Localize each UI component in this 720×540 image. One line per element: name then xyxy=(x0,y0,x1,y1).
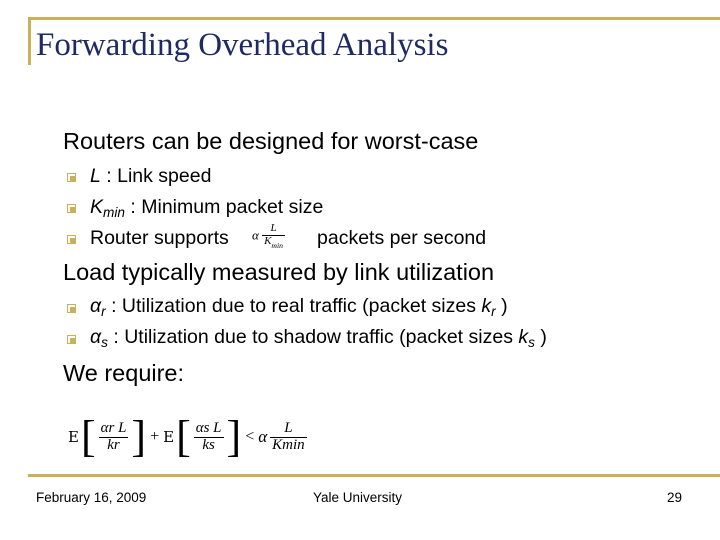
fraction-capacity xyxy=(270,421,307,454)
plus-operator: + xyxy=(150,428,160,445)
expectation-symbol: E xyxy=(163,428,175,446)
fraction-real xyxy=(99,421,129,454)
var-k: k xyxy=(481,295,492,317)
fraction-shadow xyxy=(194,421,224,454)
fraction-numerator: αs L xyxy=(195,419,222,436)
bullet-square-icon xyxy=(67,173,76,182)
footer-date: February 16, 2009 xyxy=(36,490,147,505)
top-rule xyxy=(28,17,720,20)
bullet-square-icon xyxy=(67,335,76,344)
footer-org: Yale University xyxy=(313,490,403,505)
right-bracket: ] xyxy=(226,412,242,461)
alpha-symbol: α xyxy=(258,427,268,446)
heading-worst-case: Routers can be designed for worst-case xyxy=(63,128,479,154)
var-alpha: α xyxy=(90,295,102,317)
bullet-close: ) xyxy=(534,326,547,348)
var-alpha-sub: s xyxy=(101,335,108,350)
bullet-close: ) xyxy=(495,295,508,317)
bullet-router-supports-tail: packets per second xyxy=(317,227,487,249)
den-sub: min xyxy=(271,240,283,250)
bottom-rule xyxy=(28,474,720,477)
bullet-shadow-traffic xyxy=(90,326,547,350)
fraction-denominator: kr xyxy=(107,436,120,453)
right-bracket: ] xyxy=(131,412,147,461)
fraction-denominator: Kmin xyxy=(272,436,305,453)
requirement-equation xyxy=(68,412,310,461)
var-K-sub: min xyxy=(103,205,125,220)
var-k-sub: r xyxy=(491,304,496,319)
formula-fraction xyxy=(262,223,285,250)
var-alpha-sub: r xyxy=(101,304,106,319)
var-K: K xyxy=(90,196,104,218)
var-k-sub: s xyxy=(528,335,535,350)
bracket-group-1 xyxy=(80,412,147,461)
fraction-numerator: αr L xyxy=(100,419,127,436)
fraction-numerator: L xyxy=(262,223,285,236)
footer-page-number: 29 xyxy=(667,490,683,505)
var-k: k xyxy=(518,326,529,348)
inline-formula xyxy=(252,223,285,250)
bullet-link-speed xyxy=(90,165,211,188)
bullet-text: : Minimum packet size xyxy=(125,196,324,218)
var-L: L xyxy=(90,165,101,187)
bullet-text: Router supports xyxy=(90,227,229,249)
fraction-denominator: ks xyxy=(202,436,215,453)
left-bracket: [ xyxy=(176,412,191,461)
less-than-operator: < xyxy=(245,428,255,445)
bullet-square-icon xyxy=(67,235,76,244)
heading-load: Load typically measured by link utilization xyxy=(63,259,495,285)
bracket-group-2 xyxy=(176,412,242,461)
left-bracket: [ xyxy=(80,412,96,461)
bullet-text: : Utilization due to shadow traffic (packet sizes xyxy=(107,326,519,348)
alpha-symbol: α xyxy=(252,227,259,243)
fraction-numerator: L xyxy=(270,421,307,438)
den-var: K xyxy=(264,234,272,247)
var-alpha: α xyxy=(90,326,102,348)
bullet-square-icon xyxy=(67,204,76,213)
heading-we-require: We require: xyxy=(63,360,185,386)
slide-title: Forwarding Overhead Analysis xyxy=(36,27,449,63)
bullet-text: : Link speed xyxy=(100,165,212,187)
expectation-symbol: E xyxy=(68,428,79,446)
fraction-denominator xyxy=(262,236,285,250)
bullet-min-packet-size xyxy=(90,196,323,220)
bullet-square-icon xyxy=(67,304,76,313)
left-rule xyxy=(28,17,31,65)
bullet-router-supports xyxy=(90,227,229,250)
bullet-text: : Utilization due to real traffic (packet sizes xyxy=(105,295,482,317)
bullet-real-traffic xyxy=(90,295,508,319)
